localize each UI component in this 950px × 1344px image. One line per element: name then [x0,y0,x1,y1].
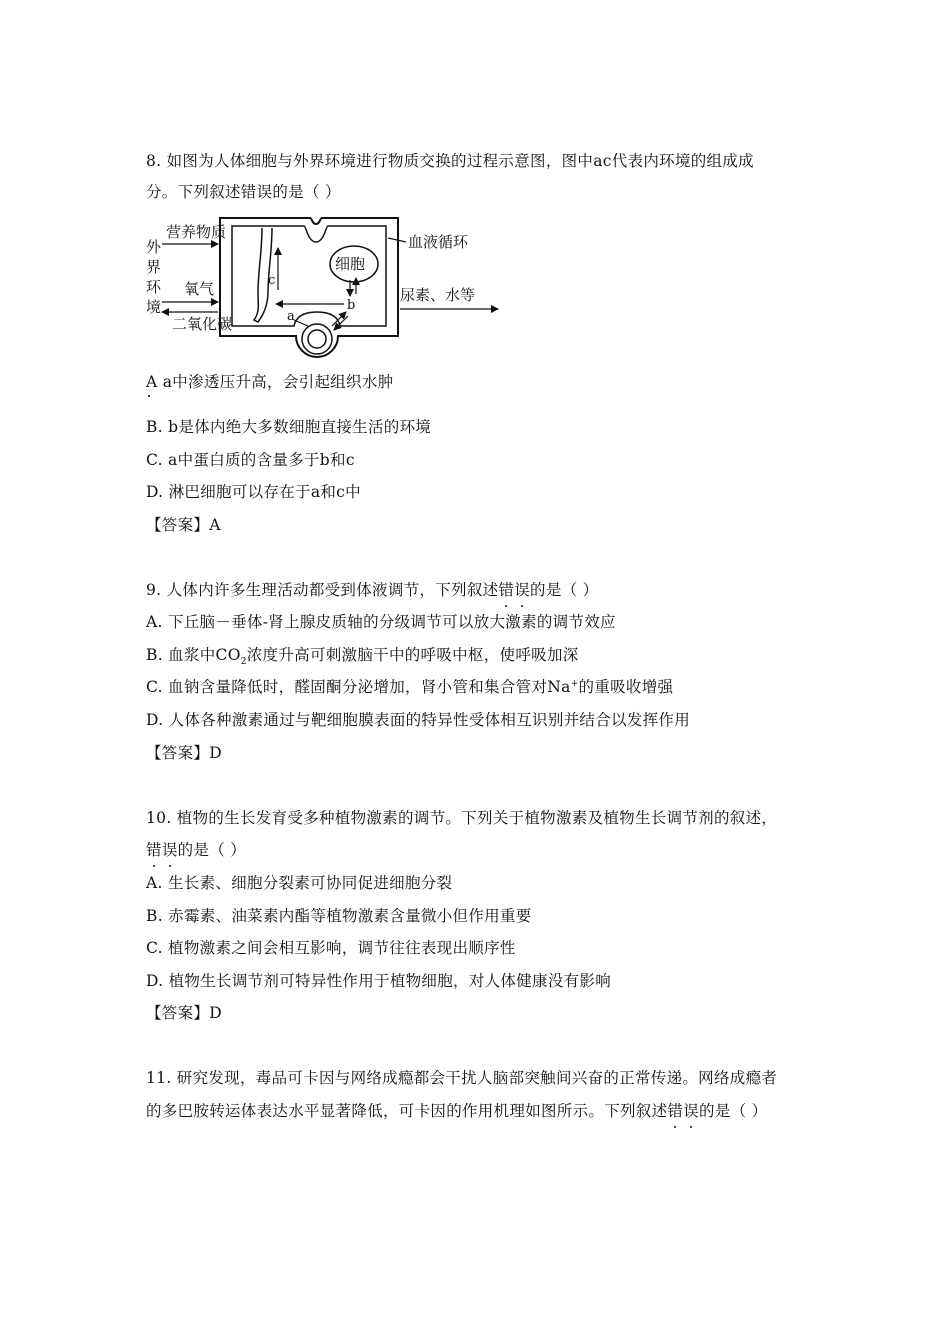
q9-option-c-pre: C. 血钠含量降低时，醛固酮分泌增加，肾小管和集合管对Na [146,678,571,696]
q10-option-d: D. 植物生长调节剂可特异性作用于植物细胞，对人体健康没有影响 [146,972,612,990]
q10-stem-line2 [146,839,246,861]
emphasis-dot [148,395,150,397]
outside-env-4: 境 [146,298,162,316]
q9-answer: 【答案】D [146,744,222,762]
q11-stem-text: 的多巴胺转运体表达水平显著降低，可卡因的作用机理如图所示。下列叙述 [146,1102,668,1120]
q9-option-c [146,676,673,698]
q8-option-c: C. a中蛋白质的含量多于b和c [146,451,355,469]
q11-emph-1: 错 [667,1102,684,1120]
q11-emph-2: 误 [683,1102,700,1120]
outside-env-1: 外 [146,238,162,256]
q8-option-a [146,371,393,393]
q9-option-d: D. 人体各种激素通过与靶细胞膜表面的特异性受体相互识别并结合以发挥作用 [146,711,691,729]
q8-option-d: D. 淋巴细胞可以存在于a和c中 [146,483,361,501]
q10-option-c: C. 植物激素之间会相互影响，调节往往表现出顺序性 [146,939,516,957]
q8-stem-line1: 8. 如图为人体细胞与外界环境进行物质交换的过程示意图，图中ac代表内环境的组成成 [146,152,754,170]
q9-stem [146,579,598,601]
q10-option-a: A. 生长素、细胞分裂素可协同促进细胞分裂 [146,874,453,892]
q10-stem-line1: 10. 植物的生长发育受多种植物激素的调节。下列关于植物激素及植物生长调节剂的叙述， [146,809,778,827]
outside-env-3: 环 [146,278,162,296]
q8-option-a-text: A a中渗透压升高，会引起组织水肿 [146,373,394,391]
inner-box [232,226,386,326]
capillary-outer [302,324,332,354]
q9-option-b-post: 浓度升高可刺激脑干中的呼吸中枢，使呼吸加深 [246,646,579,664]
q11-stem-line2 [146,1100,767,1122]
label-a: a [287,309,295,324]
q10-emph-1: 错 [146,841,162,859]
pointer-a [294,320,308,326]
q8-diagram [144,212,514,362]
q9-option-b [146,644,579,666]
q9-stem-text: 9. 人体内许多生理活动都受到体液调节，下列叙述 [146,581,499,599]
q10-answer: 【答案】D [146,1004,222,1022]
q8-stem-line2: 分。下列叙述错误的是（ ） [146,183,341,201]
q8-option-b: B. b是体内绝大多数细胞直接生活的环境 [146,418,432,436]
oxygen-label: 氧气 [184,280,215,298]
q10-emph-2: 误 [161,841,178,859]
q9-option-c-sup: + [570,678,579,689]
co2-label: 二氧化碳 [172,315,233,333]
outside-env-2: 界 [146,258,162,276]
cell-label: 细胞 [335,255,366,273]
q9-option-b-sub: 2 [240,657,247,668]
blood-circulation-label: 血液循环 [408,233,469,251]
q11-stem-line1: 11. 研究发现，毒品可卡因与网络成瘾都会干扰人脑部突触间兴奋的正常传递。网络成瘾者 [146,1069,778,1087]
q9-option-a: A. 下丘脑－垂体-肾上腺皮质轴的分级调节可以放大激素的调节效应 [146,613,616,631]
nutrients-label: 营养物质 [166,223,227,241]
q10-option-b: B. 赤霉素、油菜素内酯等植物激素含量微小但作用重要 [146,907,532,925]
label-c: c [268,273,276,288]
q8-answer: 【答案】A [146,516,221,534]
q11-stem-end: 的是（ ） [699,1102,768,1120]
capillary-inner [308,330,326,348]
q9-emph-1: 错 [498,581,515,599]
q9-option-c-post: 的重吸收增强 [578,678,674,696]
q9-stem-end: 的是（ ） [530,581,599,599]
label-b: b [347,298,356,313]
q9-option-b-pre: B. 血浆中CO [146,646,241,664]
q10-stem-end: 的是（ ） [177,841,247,859]
urea-water-label: 尿素、水等 [400,286,476,304]
q9-emph-2: 误 [514,581,531,599]
